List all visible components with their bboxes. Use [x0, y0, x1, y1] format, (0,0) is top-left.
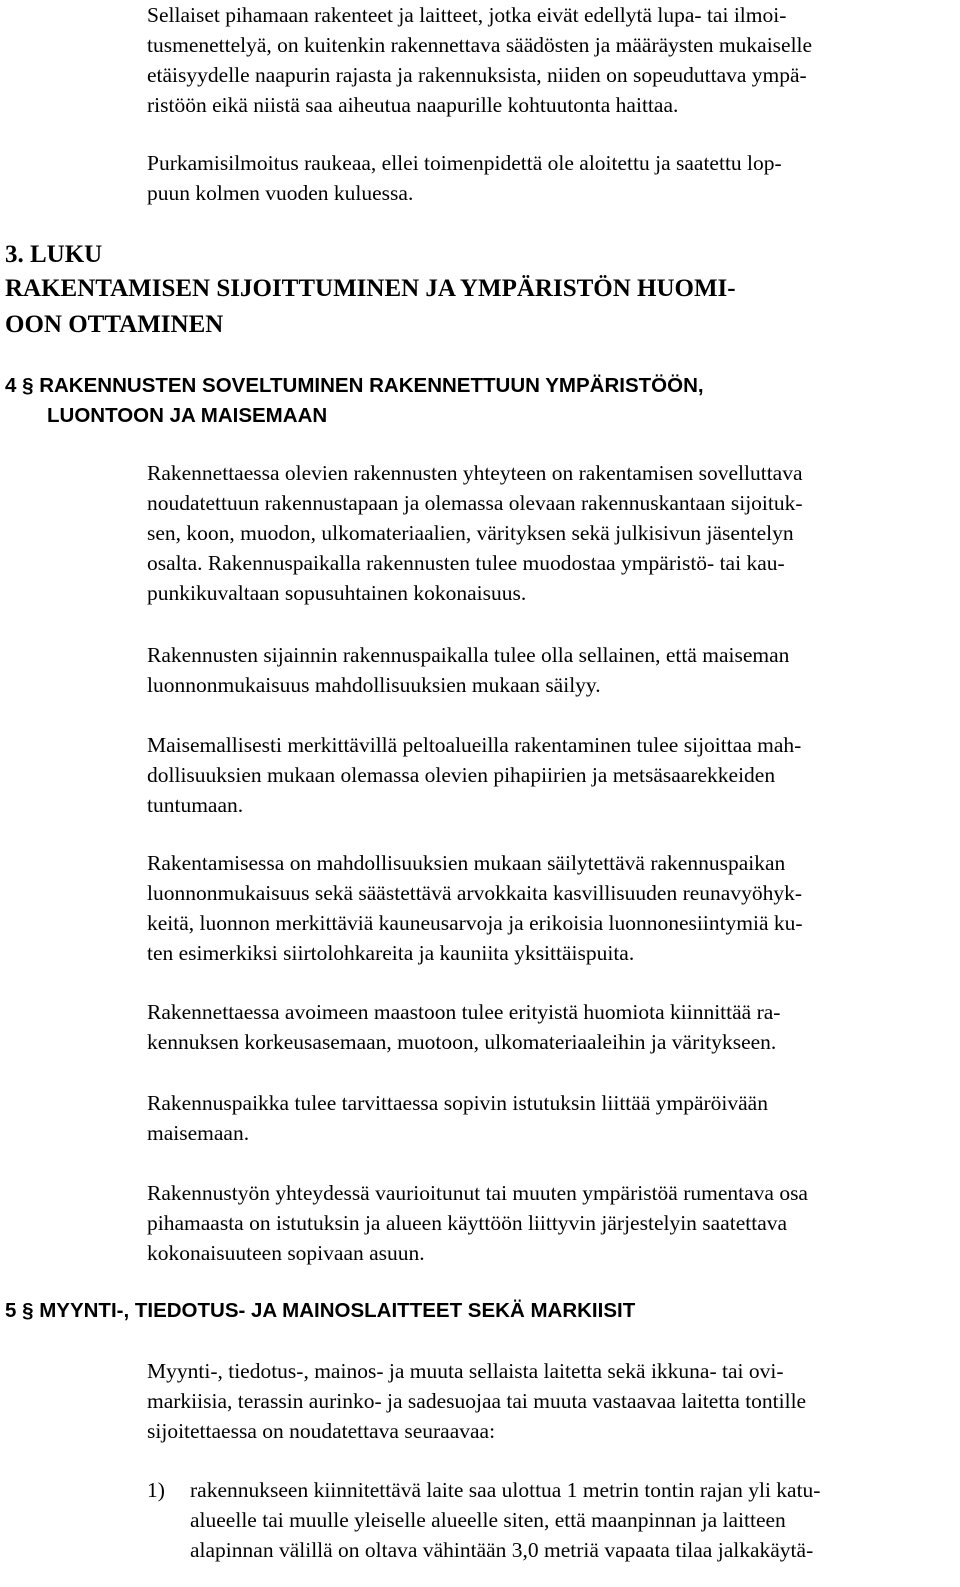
text-line: sijoitettaessa on noudatettava seuraavaa: — [147, 1419, 496, 1443]
list-item-number: 1) — [147, 1478, 165, 1502]
chapter-title — [5, 271, 736, 343]
intro-paragraph-1 — [147, 0, 947, 120]
text-line: ristöön eikä niistä saa aiheutua naapurille kohtuutonta haittaa. — [147, 93, 679, 117]
text-line: markiisia, terassin aurinko- ja sadesuojaa tai muuta vastaavaa laitetta tontille — [147, 1389, 807, 1413]
text-line: Rakennettaessa olevien rakennusten yhteyteen on rakentamisen sovelluttava — [147, 461, 803, 485]
text-line: Rakennusten sijainnin rakennuspaikalla tulee olla sellainen, että maiseman — [147, 643, 790, 667]
text-line: puun kolmen vuoden kuluessa. — [147, 181, 414, 205]
text-line: tusmenettelyä, on kuitenkin rakennettava säädösten ja määräysten mukaiselle — [147, 33, 813, 57]
section-4-paragraph-5 — [147, 997, 947, 1057]
section-heading-line: LUONTOON JA MAISEMAAN — [47, 404, 328, 427]
text-line: Rakentamisessa on mahdollisuuksien mukaan säilytettävä rakennuspaikan — [147, 851, 786, 875]
text-line: Purkamisilmoitus raukeaa, ellei toimenpidettä ole aloitettu ja saatettu lop- — [147, 151, 782, 175]
section-heading-line: 4 § RAKENNUSTEN SOVELTUMINEN RAKENNETTUUN YMPÄRISTÖÖN, — [5, 374, 704, 397]
section-heading-line: 5 § MYYNTI-, TIEDOTUS- JA MAINOSLAITTEET SEKÄ MARKIISIT — [5, 1299, 636, 1322]
section-4-paragraph-7 — [147, 1178, 947, 1268]
section-4-paragraph-2 — [147, 640, 947, 700]
text-line: etäisyydelle naapurin rajasta ja rakennuksista, niiden on sopeuduttava ympä- — [147, 63, 807, 87]
text-line: noudatettuun rakennustapaan ja olemassa olevaan rakennuskantaan sijoituk- — [147, 491, 803, 515]
text-line: Myynti-, tiedotus-, mainos- ja muuta sellaista laitetta sekä ikkuna- tai ovi- — [147, 1359, 784, 1383]
text-line: dollisuuksien mukaan olemassa olevien pihapiirien ja metsäsaarekkeiden — [147, 763, 776, 787]
text-line: kokonaisuuteen sopivaan asuun. — [147, 1241, 425, 1265]
text-line: kennuksen korkeusasemaan, muotoon, ulkomateriaaleihin ja väritykseen. — [147, 1030, 777, 1054]
text-line: Sellaiset pihamaan rakenteet ja laitteet, jotka eivät edellytä lupa- tai ilmoi- — [147, 3, 787, 27]
text-line: Rakennuspaikka tulee tarvittaessa sopivin istutuksin liittää ympäröivään — [147, 1091, 768, 1115]
list-item-body — [190, 1475, 950, 1565]
section-4-paragraph-4 — [147, 848, 947, 968]
section-4-paragraph-3 — [147, 730, 947, 820]
text-line: Rakennustyön yhteydessä vaurioitunut tai muuten ympäristöä rumentava osa — [147, 1181, 808, 1205]
text-line: keitä, luonnon merkittäviä kauneusarvoja ja erikoisia luonnonesiintymiä ku- — [147, 911, 803, 935]
chapter-title-line: RAKENTAMISEN SIJOITTUMINEN JA YMPÄRISTÖN HUOMI- — [5, 275, 736, 302]
chapter-label: 3. LUKU — [5, 241, 103, 268]
text-line: Rakennettaessa avoimeen maastoon tulee erityistä huomiota kiinnittää ra- — [147, 1000, 781, 1024]
section-4-paragraph-6 — [147, 1088, 947, 1148]
text-line: maisemaan. — [147, 1121, 250, 1145]
text-line: punkikuvaltaan sopusuhtainen kokonaisuus. — [147, 581, 527, 605]
text-line: Maisemallisesti merkittävillä peltoalueilla rakentaminen tulee sijoittaa mah- — [147, 733, 802, 757]
text-line: alueelle tai muulle yleiselle alueelle siten, että maanpinnan ja laitteen — [190, 1508, 786, 1532]
section-5-intro — [147, 1356, 947, 1446]
text-line: pihamaasta on istutuksin ja alueen käyttöön liittyvin järjestelyin saatettava — [147, 1211, 788, 1235]
section-5-heading — [5, 1296, 635, 1326]
text-line: ten esimerkiksi siirtolohkareita ja kauniita yksittäispuita. — [147, 941, 635, 965]
text-line: tuntumaan. — [147, 793, 244, 817]
section-4-heading — [5, 371, 704, 431]
text-line: luonnonmukaisuus sekä säästettävä arvokkaita kasvillisuuden reunavyöhyk- — [147, 881, 802, 905]
text-line: rakennukseen kiinnitettävä laite saa ulottua 1 metrin tontin rajan yli katu- — [190, 1478, 821, 1502]
text-line: luonnonmukaisuus mahdollisuuksien mukaan säilyy. — [147, 673, 601, 697]
section-4-paragraph-1 — [147, 458, 947, 608]
chapter-title-line: OON OTTAMINEN — [5, 311, 224, 338]
text-line: sen, koon, muodon, ulkomateriaalien, värityksen sekä julkisivun jäsentelyn — [147, 521, 794, 545]
text-line: alapinnan välillä on oltava vähintään 3,0 metriä vapaata tilaa jalkakäytä- — [190, 1538, 814, 1562]
intro-paragraph-2 — [147, 148, 947, 208]
text-line: osalta. Rakennuspaikalla rakennusten tulee muodostaa ympäristö- tai kau- — [147, 551, 785, 575]
